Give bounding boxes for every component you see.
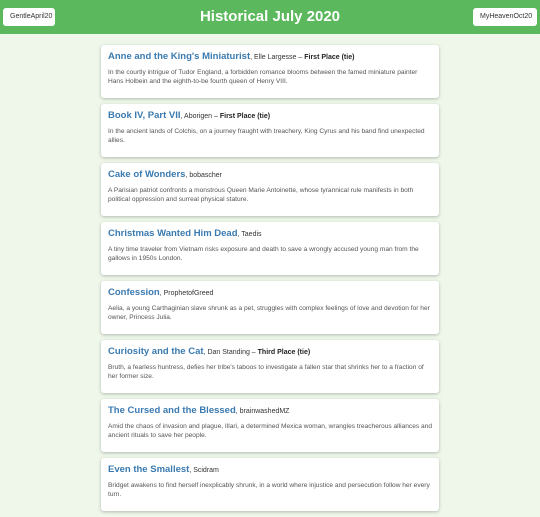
story-card (101, 340, 439, 393)
story-card (101, 458, 439, 511)
story-title-link[interactable]: Christmas Wanted Him Dead (108, 228, 238, 239)
story-header (108, 463, 432, 477)
story-description: Bridget awakens to find herself inexplicably shrunk, in a world where injustice and persecution follow her every turn. (108, 482, 430, 498)
separator: , (203, 349, 208, 356)
story-description: A Parisian patriot confronts a monstrous Queen Marie Antoinette, whose tyrannical rule manifests in both political oppression and surreal physical stature. (108, 187, 414, 203)
story-header (108, 286, 432, 300)
story-card (101, 45, 439, 98)
story-title-link[interactable]: Book IV, Part VII (108, 110, 181, 121)
story-title-link[interactable]: Curiosity and the Cat (108, 346, 204, 357)
story-card (101, 104, 439, 157)
story-header (108, 109, 432, 123)
separator: – (249, 349, 258, 356)
separator: , (159, 290, 164, 297)
story-title-link[interactable]: Confession (108, 287, 160, 298)
story-card (101, 222, 439, 275)
separator: , (180, 113, 185, 120)
story-description: Aelia, a young Carthaginian slave shrunk as a pet, struggles with complex feelings of love and devotion for her owner, Princess Julia. (108, 305, 430, 321)
story-header (108, 345, 432, 359)
page-header (0, 0, 540, 34)
separator: , (189, 467, 194, 474)
story-description: Amid the chaos of invasion and plague, Illari, a determined Mexica woman, wrangles treacherous alliances and ancient rituals to save her people. (108, 423, 433, 439)
story-title-link[interactable]: Even the Smallest (108, 464, 190, 475)
story-description: In the ancient lands of Colchis, on a journey fraught with treachery, King Cyrus and his band find unexpected allies. (108, 128, 425, 144)
separator: – (212, 113, 220, 120)
story-title-link[interactable]: Anne and the King's Miniaturist (108, 51, 251, 62)
story-title-link[interactable]: Cake of Wonders (108, 169, 186, 180)
story-author: Scidram (193, 467, 219, 474)
previous-contest-button[interactable]: GentleApril20 (3, 8, 55, 26)
story-description: A tiny time traveler from Vietnam risks exposure and death to save a wrongly accused young man from the gallows in 1950s London. (108, 246, 419, 262)
story-card (101, 281, 439, 334)
story-card (101, 163, 439, 216)
next-contest-button[interactable]: MyHeavenOct20 (473, 8, 537, 26)
story-list (101, 45, 439, 517)
story-title-link[interactable]: The Cursed and the Blessed (108, 405, 236, 416)
story-description: In the courtly intrigue of Tudor England, a forbidden romance blooms between the famed miniature painter Hans Holbein and the eighth-to-be fourth queen of Henry VIII. (108, 69, 418, 85)
story-author: Elle Largesse (254, 54, 297, 61)
separator: , (250, 54, 255, 61)
story-header (108, 168, 432, 182)
award-label: First Place (tie) (304, 54, 355, 61)
story-header (108, 50, 432, 64)
story-author: Aborigen (184, 113, 213, 120)
story-header (108, 404, 432, 418)
separator: , (185, 172, 190, 179)
story-card (101, 399, 439, 452)
story-description: Bruth, a fearless huntress, defies her tribe's taboos to investigate a fallen star that shrinks her to a fraction of her former size. (108, 364, 424, 380)
separator: , (235, 408, 240, 415)
story-author: bobascher (189, 172, 223, 179)
story-author: brainwashedMZ (239, 408, 290, 415)
story-author: Taedis (241, 231, 262, 238)
page-title: Historical July 2020 (199, 8, 341, 25)
award-label: Third Place (tie) (257, 349, 311, 356)
story-author: ProphetofGreed (163, 290, 214, 297)
story-header (108, 227, 432, 241)
award-label: First Place (tie) (219, 113, 271, 120)
separator: , (237, 231, 242, 238)
story-author: Dan Standing (207, 349, 250, 356)
separator: – (296, 54, 305, 61)
